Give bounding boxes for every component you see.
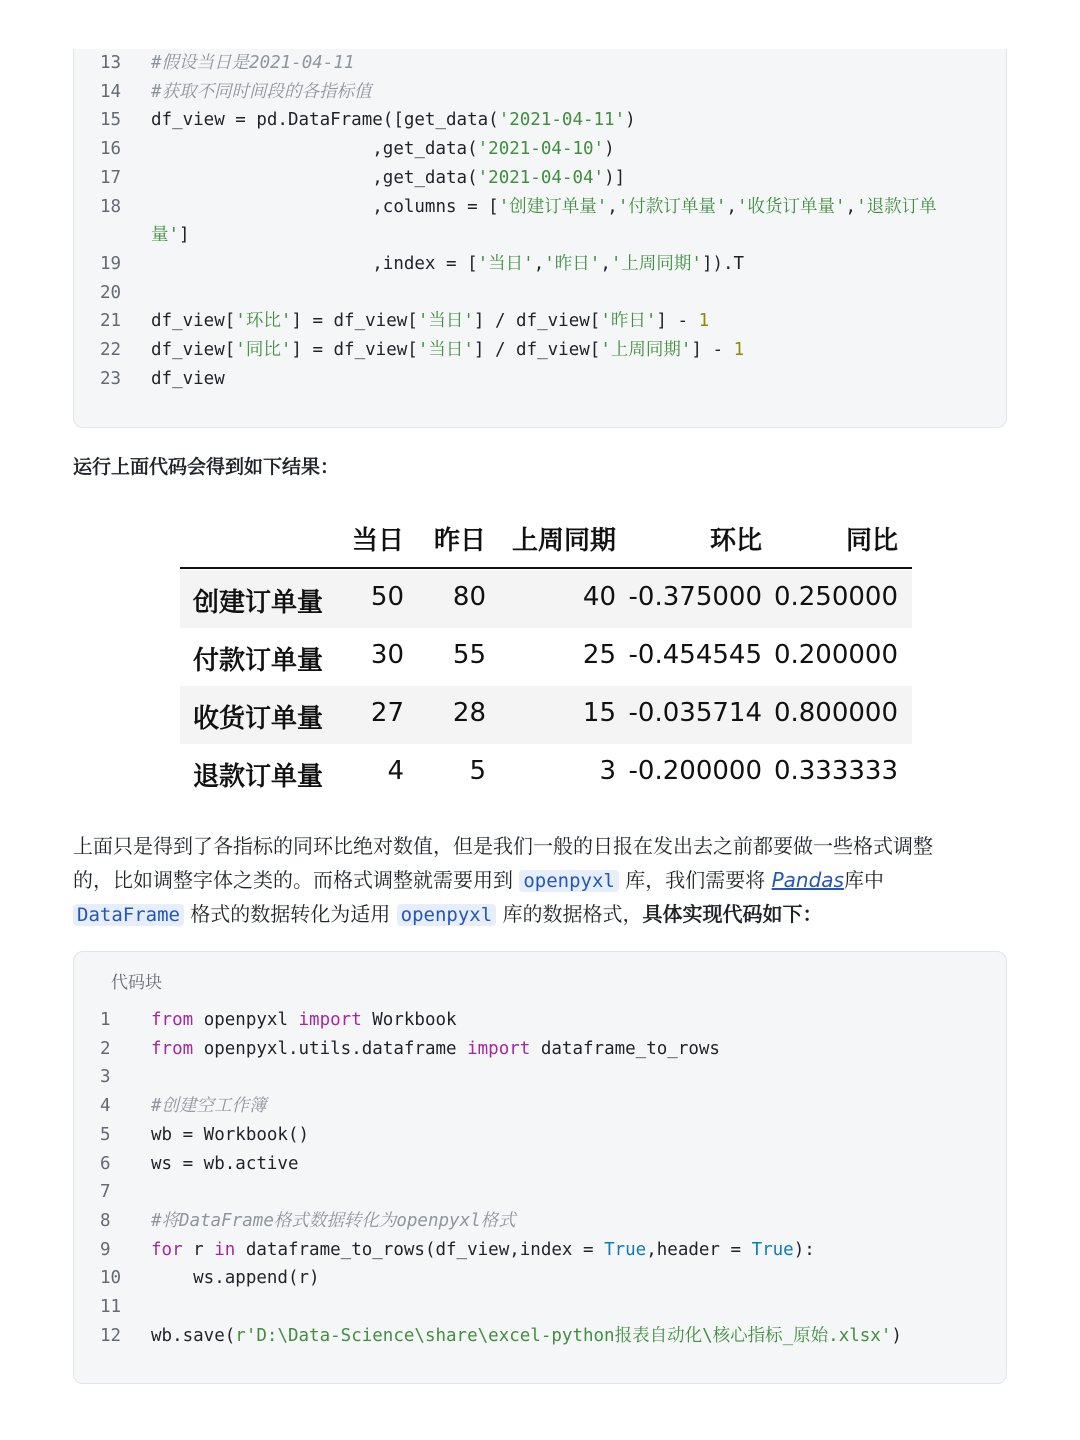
- code-token: ,: [845, 196, 857, 217]
- code-token: ws.append(r): [151, 1268, 320, 1289]
- code-text: [151, 1322, 902, 1351]
- line-number: 14: [100, 81, 122, 102]
- code-token: ] = df_view[: [291, 311, 418, 332]
- code-token: #获取不同时间段的各指标值: [151, 81, 372, 102]
- line-number: 5: [100, 1124, 111, 1145]
- code-token: #创建空工作簿: [151, 1096, 267, 1117]
- code-token: ,header =: [646, 1239, 752, 1260]
- code-token: )]: [604, 167, 626, 188]
- code-token: df_view[: [151, 311, 236, 332]
- paragraph-line-3: [73, 897, 823, 932]
- code-text: [151, 365, 225, 394]
- line-number: 10: [100, 1268, 122, 1289]
- table-cell: 3: [599, 756, 616, 786]
- code-token: '2021-04-10': [477, 139, 605, 160]
- table-cell: 27: [370, 698, 404, 728]
- code-token: '上周同期': [610, 253, 702, 274]
- code-token: from: [151, 1038, 194, 1059]
- code-token: True: [604, 1239, 647, 1260]
- code-token: #将DataFrame格式数据转化为openpyxl格式: [151, 1210, 516, 1231]
- code-text: [151, 1035, 720, 1064]
- table-cell: 4: [387, 756, 404, 786]
- code-token: wb = Workbook(): [151, 1124, 310, 1145]
- code-block-top: [73, 49, 1007, 428]
- line-number: 4: [100, 1096, 111, 1117]
- code-text: [151, 221, 190, 250]
- code-token: ] = df_view[: [291, 340, 418, 360]
- line-number: 21: [100, 311, 122, 332]
- code-token: wb.save(: [151, 1325, 236, 1346]
- code-token: from: [151, 1010, 194, 1030]
- code-token: '付款订单量': [617, 196, 727, 217]
- code-text: [151, 1207, 516, 1236]
- code-text: [151, 1264, 320, 1293]
- code-text: [151, 106, 636, 135]
- line-number: 1: [100, 1010, 111, 1030]
- line-number: 11: [100, 1297, 122, 1317]
- code-token: in: [214, 1239, 236, 1260]
- code-token: #假设当日是2021-04-11: [151, 53, 355, 73]
- line-number: 17: [100, 167, 122, 188]
- code-token: ): [625, 110, 636, 131]
- inline-code-dataframe: DataFrame: [73, 904, 184, 926]
- code-text: [151, 135, 615, 164]
- line-number: 15: [100, 110, 122, 131]
- table-cell: 0.250000: [773, 582, 898, 612]
- table-cell: 0.200000: [773, 640, 898, 670]
- pandas-link[interactable]: Pandas: [771, 868, 844, 892]
- line-number: 9: [100, 1239, 111, 1260]
- code-token: '昨日': [600, 311, 657, 332]
- inline-code-openpyxl: openpyxl: [397, 904, 497, 926]
- code-token: '创建订单量': [498, 196, 608, 217]
- table-cell: -0.200000: [628, 756, 762, 786]
- line-number: 20: [100, 282, 122, 303]
- code-text: [151, 1092, 267, 1121]
- column-header: 上周同期: [511, 526, 616, 556]
- code-block-bottom: [73, 951, 1007, 1384]
- paragraph-text: 库的数据格式，: [502, 902, 643, 926]
- code-token: '昨日': [544, 253, 601, 274]
- code-token: openpyxl: [193, 1010, 299, 1030]
- code-token: 量': [151, 225, 180, 246]
- code-token: '当日': [477, 253, 534, 274]
- code-token: ): [891, 1325, 902, 1346]
- line-number: 18: [100, 196, 122, 217]
- code-text: [151, 307, 709, 336]
- code-token: openpyxl.utils.dataframe: [193, 1038, 468, 1059]
- code-token: 1: [733, 340, 745, 360]
- paragraph-bold-text: 具体实现代码如下：: [642, 902, 823, 926]
- code-token: '退款订单: [856, 196, 937, 217]
- line-number: 22: [100, 340, 122, 360]
- row-label: 创建订单量: [193, 588, 324, 618]
- code-token: '环比': [235, 311, 292, 332]
- code-text: [151, 336, 744, 365]
- code-text: [151, 1006, 457, 1035]
- table-cell: 80: [452, 582, 486, 612]
- table-cell: 25: [582, 640, 616, 670]
- line-number: 12: [100, 1325, 122, 1346]
- row-label: 退款订单量: [193, 762, 324, 792]
- line-number: 6: [100, 1153, 111, 1174]
- row-label: 收货订单量: [193, 704, 324, 734]
- line-number: 2: [100, 1038, 111, 1059]
- column-header: 当日: [351, 526, 404, 556]
- code-text: [151, 164, 625, 193]
- column-header: 昨日: [433, 526, 486, 556]
- table-cell: -0.454545: [628, 640, 762, 670]
- code-token: ]).T: [701, 253, 745, 274]
- code-text: [151, 250, 744, 279]
- result-heading: 运行上面代码会得到如下结果：: [73, 456, 340, 478]
- code-token: ,: [607, 196, 618, 217]
- code-text: [151, 1121, 309, 1150]
- table-cell: 5: [469, 756, 486, 786]
- table-cell: -0.035714: [628, 698, 762, 728]
- code-token: r: [182, 1239, 215, 1260]
- code-token: ] / df_view[: [473, 311, 601, 332]
- code-token: dataframe_to_rows(df_view,index =: [235, 1239, 605, 1260]
- code-token: '收货订单量': [736, 196, 846, 217]
- code-token: '2021-04-11': [498, 110, 626, 131]
- code-token: ): [604, 139, 615, 160]
- paragraph-text: 格式的数据转化为适用: [190, 902, 391, 926]
- table-cell: -0.375000: [628, 582, 762, 612]
- code-text: [151, 78, 372, 107]
- code-text: [151, 193, 937, 222]
- code-text: [151, 1236, 815, 1265]
- row-label: 付款订单量: [193, 646, 324, 676]
- column-header: 同比: [845, 526, 898, 556]
- code-token: '当日': [417, 340, 474, 360]
- code-token: ,index = [: [151, 253, 478, 274]
- code-token: df_view[: [151, 340, 236, 360]
- code-token: dataframe_to_rows: [530, 1038, 720, 1059]
- code-block-label: 代码块: [111, 973, 162, 993]
- code-token: ,get_data(: [151, 139, 478, 160]
- code-token: ,columns = [: [151, 196, 499, 217]
- paragraph-text: 库中: [843, 868, 884, 892]
- code-token: ] -: [656, 311, 699, 332]
- paragraph-text: 库，我们需要将: [625, 868, 766, 892]
- paragraph-text: 的，比如调整字体之类的。而格式调整就需要用到: [73, 868, 513, 892]
- code-token: import: [467, 1038, 531, 1059]
- code-token: df_view = pd.DataFrame([get_data(: [151, 110, 499, 131]
- table-cell: 40: [582, 582, 616, 612]
- table-cell: 50: [370, 582, 404, 612]
- code-token: import: [298, 1010, 362, 1030]
- table-cell: 15: [582, 698, 616, 728]
- code-token: ] / df_view[: [473, 340, 601, 360]
- table-cell: 55: [452, 640, 486, 670]
- column-header: 环比: [709, 526, 762, 556]
- header-divider: [180, 567, 912, 569]
- table-cell: 30: [370, 640, 404, 670]
- line-number: 16: [100, 139, 122, 160]
- table-cell: 0.800000: [773, 698, 898, 728]
- code-text: [151, 1150, 299, 1179]
- line-number: 3: [100, 1067, 111, 1088]
- line-number: 13: [100, 53, 122, 73]
- paragraph-line-2: [73, 863, 884, 898]
- code-token: ws = wb.active: [151, 1153, 299, 1174]
- code-token: ,: [533, 253, 545, 274]
- line-number: 23: [100, 368, 122, 389]
- table-cell: 0.333333: [773, 756, 898, 786]
- code-token: ,: [600, 253, 611, 274]
- code-token: Workbook: [361, 1010, 457, 1030]
- inline-code-openpyxl: openpyxl: [519, 870, 619, 892]
- code-token: ,get_data(: [151, 167, 478, 188]
- line-number: 8: [100, 1210, 111, 1231]
- code-token: df_view: [151, 368, 225, 389]
- code-text: [151, 49, 354, 78]
- code-token: '当日': [417, 311, 474, 332]
- code-token: 1: [698, 311, 710, 332]
- paragraph-line-1: 上面只是得到了各指标的同环比绝对数值，但是我们一般的日报在发出去之前都要做一些格式调整: [73, 834, 933, 858]
- code-token: '同比': [235, 340, 292, 360]
- code-token: r'D:\Data-Science\share\excel-python报表自动化\核心指标_原始.xlsx': [235, 1325, 892, 1346]
- code-token: ,: [726, 196, 737, 217]
- code-token: '2021-04-04': [477, 167, 605, 188]
- code-token: ] -: [691, 340, 734, 360]
- code-token: '上周同期': [600, 340, 692, 360]
- line-number: 19: [100, 253, 122, 274]
- code-token: for: [151, 1239, 183, 1260]
- table-cell: 28: [452, 698, 486, 728]
- line-number: 7: [100, 1182, 111, 1203]
- code-token: True: [751, 1239, 794, 1260]
- code-token: ]: [179, 225, 190, 246]
- code-token: ):: [793, 1239, 815, 1260]
